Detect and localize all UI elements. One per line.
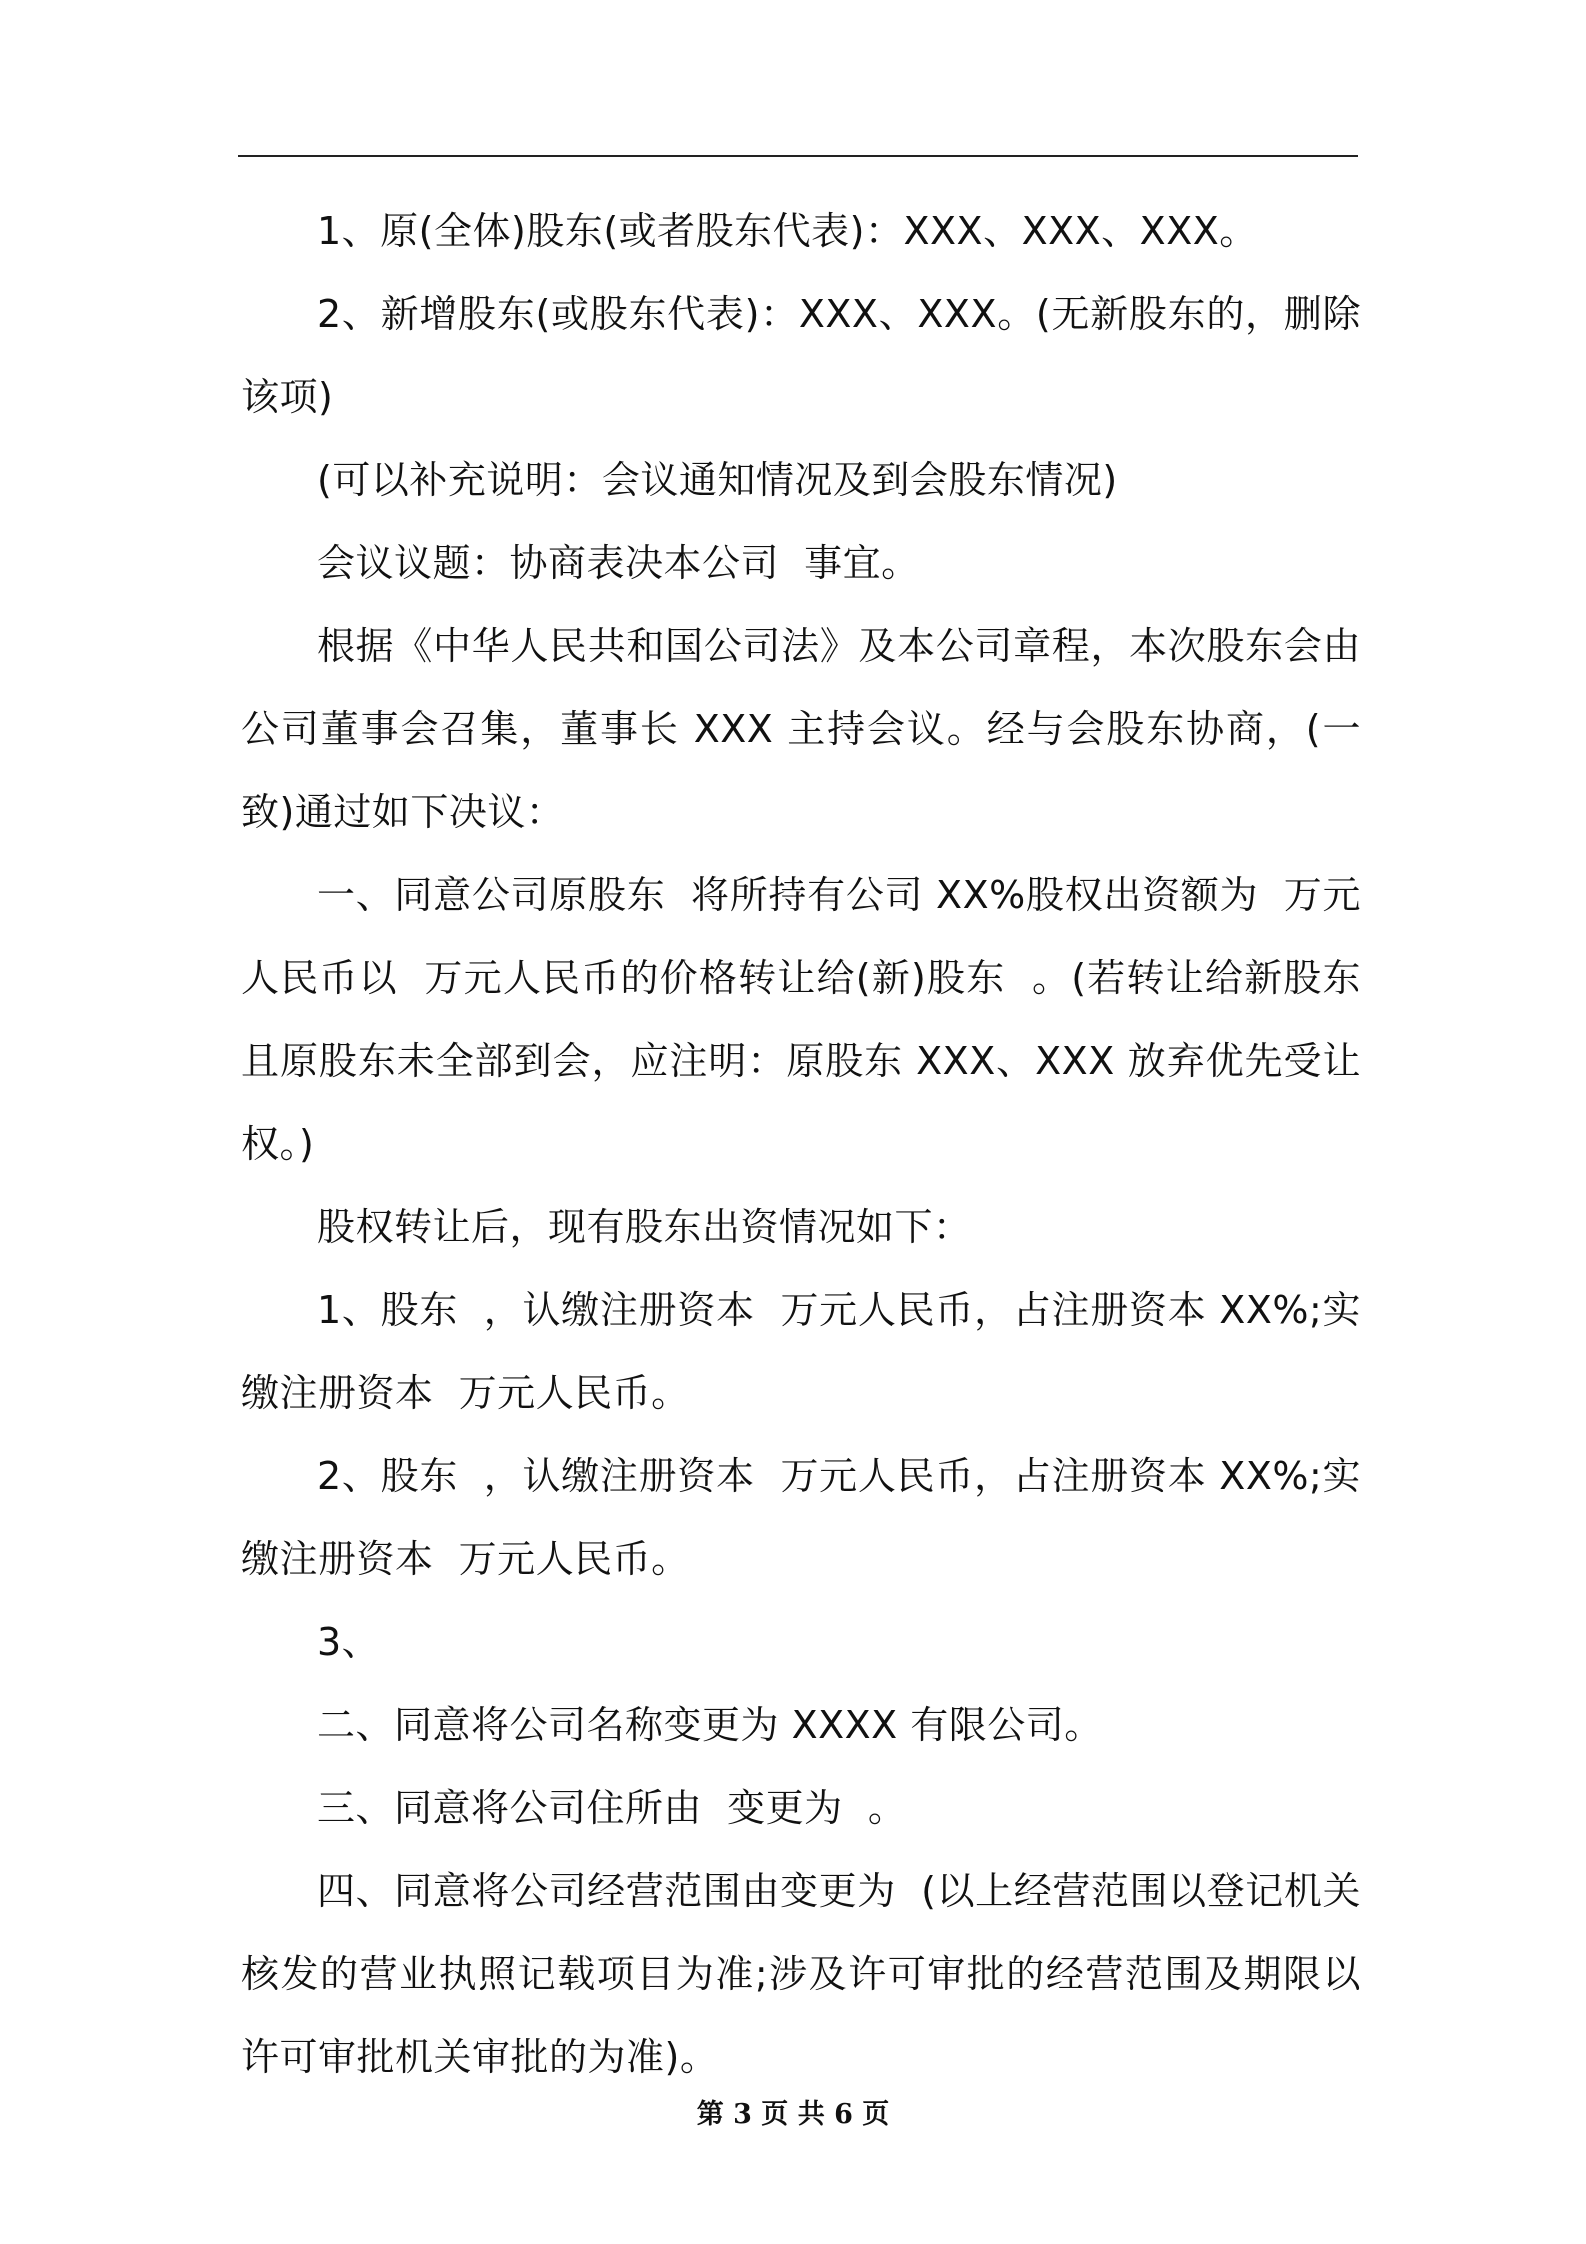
paragraph-meeting-note: (可以补充说明：会议通知情况及到会股东情况) — [317, 458, 1118, 502]
paragraph-shareholder-3: 3、 — [317, 1620, 381, 1664]
paragraph-shareholder-1: 1、股东 ，认缴注册资本 万元人民币，占注册资本 XX%;实缴注册资本 万元人民币。 — [241, 1288, 1361, 1415]
paragraph-resolution-4: 四、同意将公司经营范围由变更为 (以上经营范围以登记机关核发的营业执照记载项目为准;涉及许可审批的经营范围及期限以许可审批机关审批的为准)。 — [241, 1869, 1361, 2079]
paragraph-resolution-2: 二、同意将公司名称变更为 XXXX 有限公司。 — [317, 1703, 1103, 1747]
paragraph-resolution-3: 三、同意将公司住所由 变更为 。 — [317, 1786, 907, 1830]
paragraph-resolution-1: 一、同意公司原股东 将所持有公司 XX%股权出资额为 万元人民币以 万元人民币的价格转让给(新)股东 。(若转让给新股东且原股东未全部到会，应注明：原股东 XXX、XXX 放弃优先受让权。) — [241, 873, 1361, 1166]
paragraph-shareholder-2: 2、股东 ，认缴注册资本 万元人民币，占注册资本 XX%;实缴注册资本 万元人民币。 — [241, 1454, 1361, 1581]
paragraph-meeting-topic: 会议议题：协商表决本公司 事宜。 — [317, 541, 920, 585]
paragraph-original-shareholders: 1、原(全体)股东(或者股东代表)：XXX、XXX、XXX。 — [317, 209, 1258, 253]
paragraph-meeting-basis: 根据《中华人民共和国公司法》及本公司章程，本次股东会由公司董事会召集，董事长 XXX 主持会议。经与会股东协商，(一致)通过如下决议： — [241, 624, 1361, 834]
document-body — [241, 190, 1361, 2099]
paragraph-capital-status-heading: 股权转让后，现有股东出资情况如下： — [317, 1205, 972, 1249]
header-divider — [238, 155, 1358, 157]
page-number: 第 3 页 共 6 页 — [696, 2099, 890, 2130]
paragraph-new-shareholders: 2、新增股东(或股东代表)：XXX、XXX。(无新股东的，删除该项) — [241, 292, 1361, 419]
